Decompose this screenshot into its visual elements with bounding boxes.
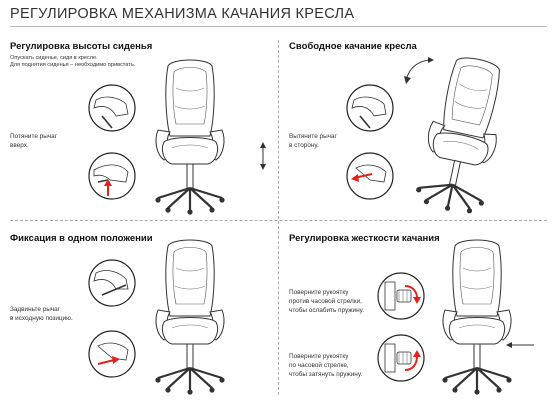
fixation-instruction-line2: в исходную позицию.	[10, 315, 73, 322]
tighten-line1: Поверните рукоятку	[289, 353, 349, 360]
reclined-chair-illustration	[413, 52, 513, 218]
section-title-stiffness: Регулировка жесткости качания	[289, 233, 440, 244]
height-note-line1: Опускать сиденье, сидя в кресле.	[10, 55, 98, 61]
chair-illustration	[155, 240, 224, 395]
tighten-line3: чтобы затянуть пружину.	[289, 371, 363, 378]
knob-closeup-loosen	[378, 273, 424, 319]
section-title-free-swing: Свободное качание кресла	[289, 41, 417, 52]
rotate-arrow	[406, 60, 432, 80]
loosen-line1: Поверните рукоятку	[289, 289, 349, 296]
fixation-instruction-line1: Задвиньте рычаг	[10, 306, 61, 313]
page-title: РЕГУЛИРОВКА МЕХАНИЗМА КАЧАНИЯ КРЕСЛА	[10, 6, 355, 22]
chair-illustration	[155, 60, 224, 215]
lever-closeup-top	[89, 85, 135, 131]
loosen-line2: против часовой стрелки,	[289, 298, 362, 305]
section-title-fixation: Фиксация в одном положении	[10, 233, 153, 244]
loosen-line3: чтобы ослабить пружину.	[289, 307, 364, 314]
tighten-line2: по часовой стрелке,	[289, 362, 349, 369]
lever-closeup-swing-bottom	[347, 153, 393, 199]
free-swing-instruction-line1: Вытяните рычаг	[289, 133, 337, 140]
knob-closeup-tighten	[378, 335, 424, 381]
height-instruction-line1: Потяните рычаг	[10, 133, 58, 140]
lever-closeup-bottom	[89, 153, 135, 199]
lever-closeup-fix-bottom	[89, 331, 135, 377]
free-swing-instruction-line2: в сторону.	[289, 142, 319, 149]
section-title-height: Регулировка высоты сиденья	[10, 41, 153, 52]
height-note-line2: Для поднятия сиденья – необходимо привстать.	[10, 62, 136, 69]
lever-closeup-fix-top	[89, 260, 135, 306]
height-instruction-line2: вверх.	[10, 142, 29, 149]
chair-illustration	[442, 240, 511, 395]
lever-closeup-swing-top	[347, 85, 393, 131]
updown-arrow	[260, 142, 266, 170]
